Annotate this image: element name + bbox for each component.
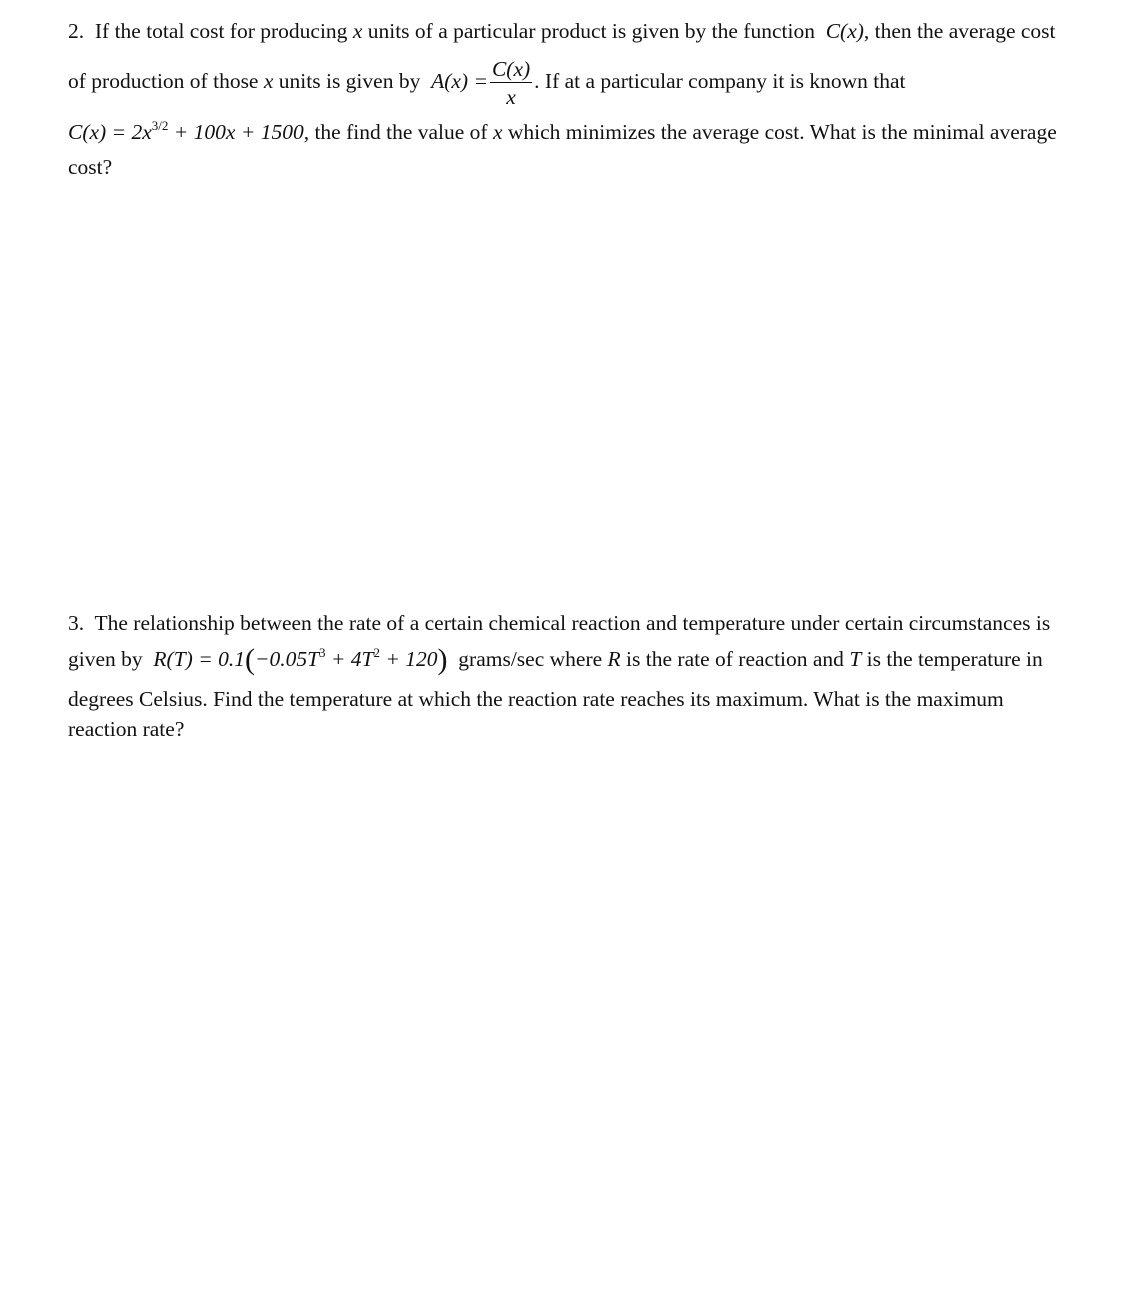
problem-2-line-3: $C(x) = 2x^{3/2} + 100x + 1500$, the find the value of x which minimizes the average cost. What is the minimal average (68, 118, 1057, 144)
problem-2-line-1: 2. If the total cost for producing x units of a particular product is given by the function C(x), then the average cost (68, 19, 1056, 43)
cost-equation: $C(x) = 2x^{3/2} + 100x + 1500$ (68, 118, 304, 144)
problem-3-line-3: degrees Celsius. Find the temperature at which the reaction rate reaches its maximum. What is the maximum (68, 687, 1004, 711)
fraction-numerator: C(x) (491, 57, 531, 81)
rate-equation: $R(T) = 0.1(-0.05T^3 + 4T^2 + 120)$ (153, 643, 448, 676)
problem-3-number: 3. (68, 611, 85, 635)
average-cost-fraction (490, 58, 532, 108)
fraction-denominator: x (506, 84, 516, 109)
problem-3-line-1: 3. The relationship between the rate of a certain chemical reaction and temperature under certain circumstances is (68, 611, 1051, 635)
problem-2-number: 2. (68, 19, 85, 43)
problem-3-line-4: reaction rate? (68, 717, 185, 741)
problem-2-line-2: of production of those x units is given by A(x) = $\frac{C(x)}{x}$ . If at a particular company it is known that (68, 57, 906, 109)
average-cost-lhs: A(x) = (431, 69, 488, 93)
cost-function: C(x) (825, 19, 864, 43)
problem-3-line-2: given by $R(T) = 0.1(-0.05T^3 + 4T^2 + 120)$ grams/sec where R is the rate of reaction and T is the temperature in (68, 643, 1043, 676)
problem-2-line-4: cost? (68, 155, 113, 179)
